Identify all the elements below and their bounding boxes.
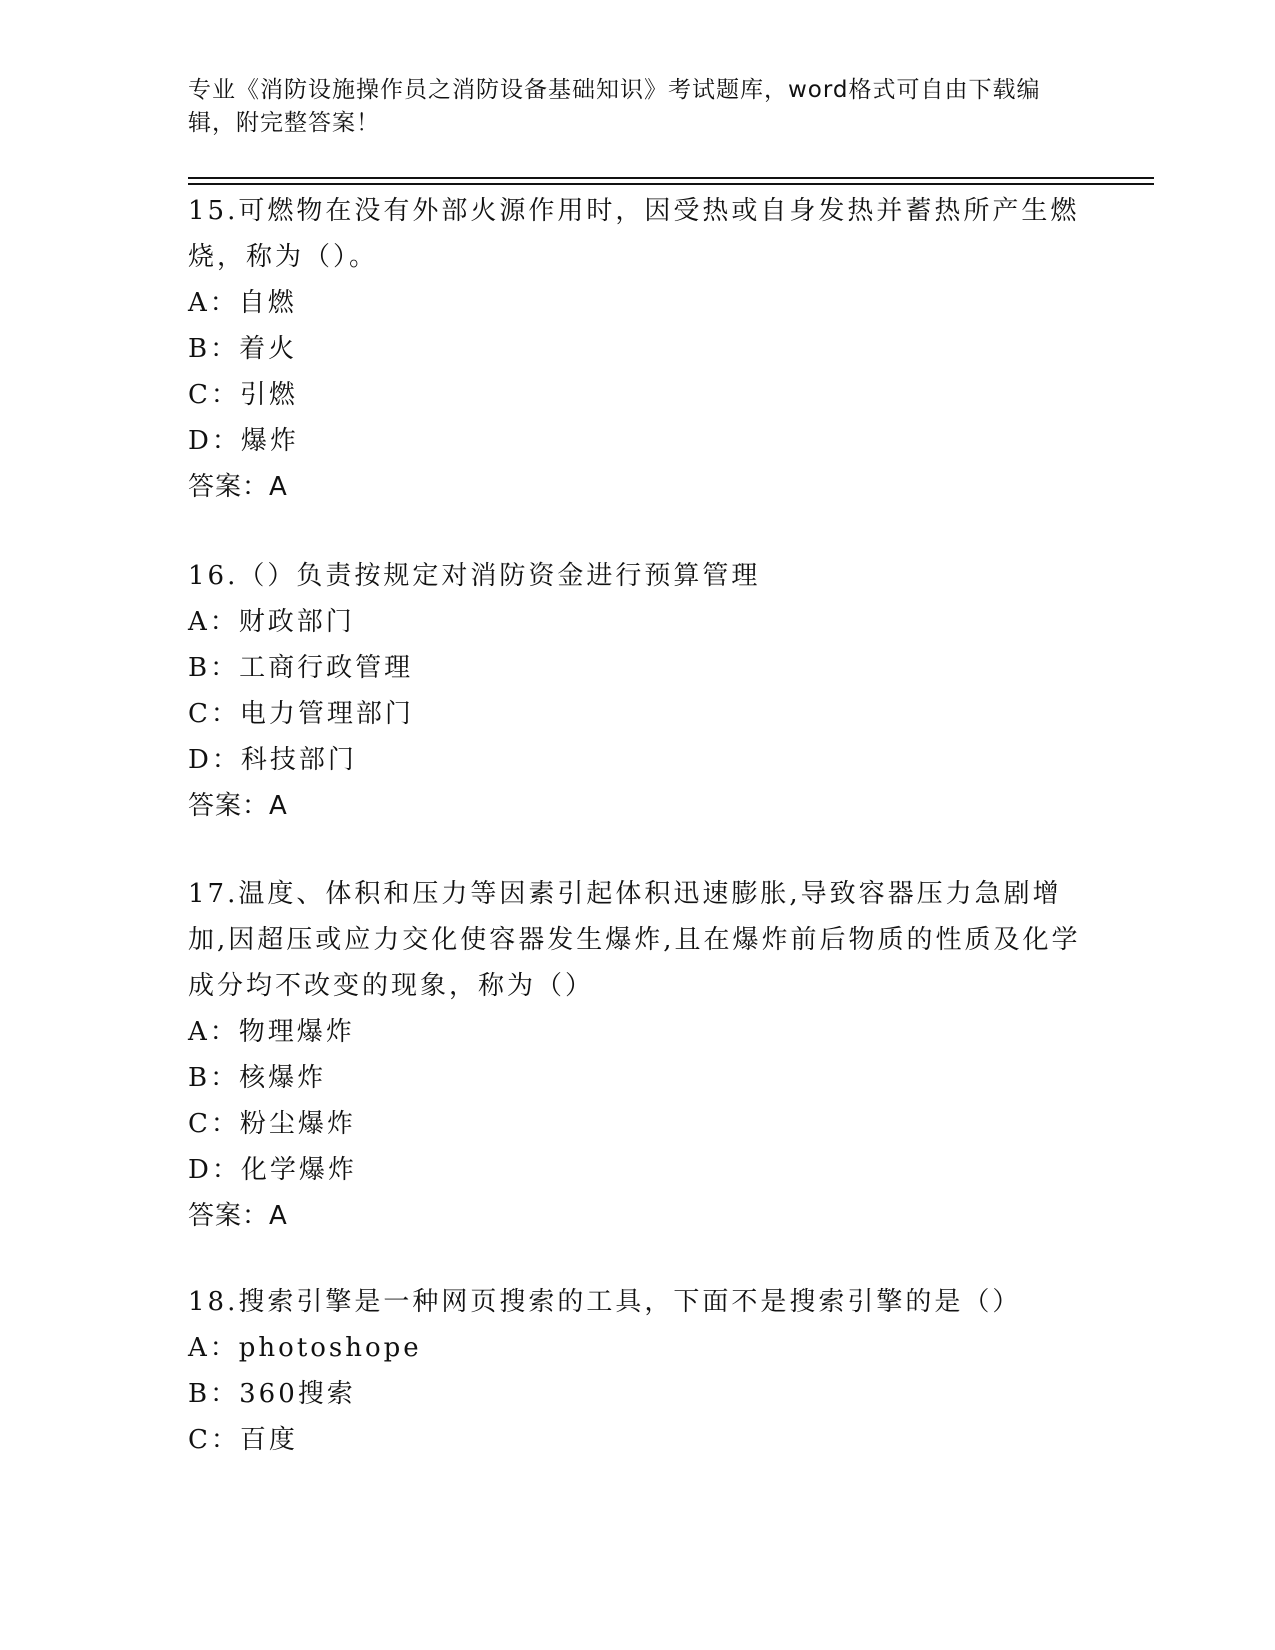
- option-c: C：电力管理部门: [188, 699, 414, 729]
- question-stem: 17.温度、体积和压力等因素引起体积迅速膨胀,导致容器压力急剧增加,因超压或应力交化使容器发生爆炸,且在爆炸前后物质的性质及化学成分均不改变的现象，称为（）: [188, 879, 1081, 1001]
- option-b: B：着火: [188, 334, 298, 364]
- option-b: B：核爆炸: [188, 1063, 327, 1093]
- option-b: B：360搜索: [188, 1379, 356, 1409]
- question-stem: 18.搜索引擎是一种网页搜索的工具，下面不是搜索引擎的是（）: [188, 1287, 1022, 1317]
- option-a: A：photoshope: [188, 1333, 422, 1363]
- option-b: B：工商行政管理: [188, 653, 414, 683]
- option-a: A：财政部门: [188, 607, 355, 637]
- option-a: A：物理爆炸: [188, 1017, 355, 1047]
- question-17: [188, 871, 1088, 1239]
- answer: 答案：A: [188, 1201, 288, 1231]
- option-c: C：引燃: [188, 380, 298, 410]
- header-divider-bottom: [188, 183, 1154, 185]
- option-d: D：科技部门: [188, 745, 357, 775]
- question-18: [188, 1279, 1088, 1463]
- question-stem: 15.可燃物在没有外部火源作用时，因受热或自身发热并蓄热所产生燃烧，称为（）。: [188, 196, 1080, 272]
- header-divider-top: [188, 177, 1154, 179]
- option-d: D：爆炸: [188, 426, 299, 456]
- option-d: D：化学爆炸: [188, 1155, 357, 1185]
- option-c: C：百度: [188, 1425, 298, 1455]
- document-header: 专业《消防设施操作员之消防设备基础知识》考试题库，word格式可自由下载编辑，附完整答案！: [188, 77, 1041, 136]
- answer: 答案：A: [188, 791, 288, 821]
- option-a: A：自燃: [188, 288, 297, 318]
- question-16: [188, 553, 1088, 829]
- answer: 答案：A: [188, 472, 288, 502]
- option-c: C：粉尘爆炸: [188, 1109, 356, 1139]
- question-stem: 16.（）负责按规定对消防资金进行预算管理: [188, 561, 761, 591]
- question-15: [188, 188, 1088, 510]
